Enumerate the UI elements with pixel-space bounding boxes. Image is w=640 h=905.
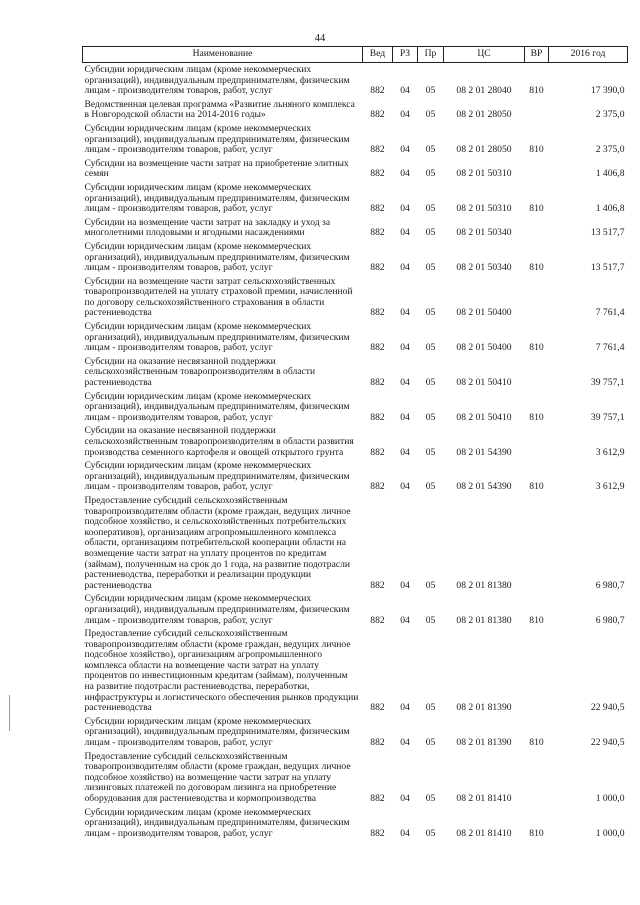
table-row [83,157,628,181]
col-header-year: 2016 год [549,47,628,63]
cell-ved: 882 [370,579,385,591]
cell-vr: 810 [529,262,544,274]
col-header-pr: Пр [418,47,444,63]
col-header-cs: ЦС [444,47,525,63]
cell-cs: 08 2 01 50410 [456,377,512,389]
cell-name: Субсидии на оказание несвязанной поддержки сельскохозяйственным товаропроизводителям в области развития производства семенного картофеля и овощей открытого грунта [84,425,354,458]
cell-pr: 05 [425,702,436,714]
cell-rz: 04 [400,702,410,714]
cell-pr: 05 [425,446,436,458]
cell-amount: 1 000,0 [595,793,625,804]
cell-vr: 810 [529,85,544,97]
cell-vr [525,98,549,122]
cell-vr [525,355,549,390]
cell-pr: 05 [425,737,436,749]
cell-vr: 810 [529,203,544,215]
cell-pr: 05 [425,227,436,239]
cell-rz: 04 [400,168,410,180]
cell-name: Субсидии на оказание несвязанной поддержки сельскохозяйственным товаропроизводителям в области растениеводства [84,355,316,389]
cell-pr: 05 [425,827,436,839]
page-number: 44 [314,33,326,44]
table-row [83,750,628,806]
cell-pr: 05 [425,168,436,180]
cell-rz: 04 [400,793,410,804]
cell-name: Субсидии на возмещение части затрат на приобретение элитных семян [84,157,349,180]
cell-pr: 05 [425,377,436,389]
table-row [83,806,628,841]
cell-pr: 05 [425,203,436,215]
cell-ved: 882 [370,203,385,215]
cell-cs: 08 2 01 50400 [456,307,512,319]
table-row [83,181,628,216]
cell-pr: 05 [425,481,436,493]
cell-cs: 08 2 01 81410 [456,793,512,804]
cell-amount: 2 375,0 [595,144,625,156]
cell-cs: 08 2 01 81380 [456,579,512,591]
cell-cs: 08 2 01 28040 [456,85,512,97]
cell-pr: 05 [425,307,436,319]
cell-name: Предоставление субсидий сельскохозяйственным товаропроизводителям области (кроме граждан, ведущих личное подсобное хозяйство, и сельскохозяйственных потребительских кооперативов), организациям агропромышленного комплекса области, организациям потребительской кооперации области на возмещение части затрат на уплату процентов по кредитам (займам), полученным на срок до 1 года, на развитие подотрасли растениеводства, переработки и реализации продукции растениеводства [84,494,351,591]
cell-amount: 13 517,7 [590,227,625,239]
cell-ved: 882 [370,411,385,423]
cell-pr: 05 [425,144,436,156]
table-row [83,240,628,275]
cell-rz: 04 [400,411,410,423]
cell-amount: 39 757,1 [590,411,625,423]
cell-amount: 39 757,1 [590,377,625,389]
cell-name: Субсидии юридическим лицам (кроме некоммерческих организаций), индивидуальным предпринимателям, физическим лицам - производителям товаров, работ, услуг [84,240,350,274]
cell-ved: 882 [370,793,385,804]
cell-amount: 1 406,8 [595,168,625,180]
cell-name: Субсидии юридическим лицам (кроме некоммерческих организаций), индивидуальным предпринимателям, физическим лицам - производителям товаров, работ, услуг [84,122,350,156]
cell-ved: 882 [370,144,385,156]
cell-amount: 6 980,7 [595,614,625,626]
cell-vr: 810 [529,481,544,493]
cell-cs: 08 2 01 28050 [456,144,512,156]
cell-name: Субсидии юридическим лицам (кроме некоммерческих организаций), индивидуальным предпринимателям, физическим лицам - производителям товаров, работ, услуг [84,593,350,626]
cell-rz: 04 [400,203,410,215]
col-header-name: Наименование [83,47,363,63]
cell-cs: 08 2 01 81380 [456,614,512,626]
cell-ved: 882 [370,85,385,97]
cell-pr: 05 [425,109,436,121]
cell-name: Субсидии на возмещение части затрат сельскохозяйственных товаропроизводителей на уплату страховой премии, начисленной по договору сельскохозяйственного страхования в области растениеводства [84,275,353,319]
cell-rz: 04 [400,481,410,493]
cell-cs: 08 2 01 54390 [456,481,512,493]
cell-pr: 05 [425,85,436,97]
cell-pr: 05 [425,793,436,804]
col-header-vr: ВР [525,47,549,63]
cell-cs: 08 2 01 81390 [456,737,512,749]
cell-amount: 6 980,7 [595,579,625,591]
cell-rz: 04 [400,307,410,319]
cell-rz: 04 [400,85,410,97]
cell-vr [525,157,549,181]
cell-rz: 04 [400,377,410,389]
cell-cs: 08 2 01 50310 [456,203,512,215]
cell-vr [525,216,549,240]
col-header-ved: Вед [363,47,393,63]
table-row [83,627,628,715]
table-row [83,320,628,355]
cell-pr: 05 [425,614,436,626]
table-row [83,592,628,627]
cell-vr [525,424,549,459]
cell-pr: 05 [425,342,436,354]
cell-vr: 810 [529,827,544,839]
cell-rz: 04 [400,109,410,121]
cell-pr: 05 [425,411,436,423]
cell-cs: 08 2 01 50400 [456,342,512,354]
cell-rz: 04 [400,446,410,458]
cell-ved: 882 [370,307,385,319]
cell-cs: 08 2 01 28050 [456,109,512,121]
cell-vr [525,275,549,320]
cell-ved: 882 [370,446,385,458]
table-body [83,63,628,841]
table-row [83,715,628,750]
cell-cs: 08 2 01 50410 [456,411,512,423]
cell-ved: 882 [370,342,385,354]
cell-rz: 04 [400,614,410,626]
cell-amount: 3 612,9 [595,481,625,493]
cell-name: Субсидии юридическим лицам (кроме некоммерческих организаций), индивидуальным предпринимателям, физическим лицам - производителям товаров, работ, услуг [84,390,350,423]
cell-vr: 810 [529,411,544,423]
cell-vr: 810 [529,144,544,156]
budget-table [82,46,628,840]
cell-name: Субсидии на возмещение части затрат на закладку и уход за многолетними плодовыми и ягодными насаждениями [84,216,331,239]
cell-rz: 04 [400,342,410,354]
cell-ved: 882 [370,481,385,493]
cell-amount: 13 517,7 [590,262,625,274]
cell-amount: 1 000,0 [595,827,625,839]
table-row [83,98,628,122]
cell-name: Субсидии юридическим лицам (кроме некоммерческих организаций), индивидуальным предпринимателям, физическим лицам - производителям товаров, работ, услуг [84,321,350,354]
cell-rz: 04 [400,827,410,839]
cell-cs: 08 2 01 50310 [456,168,512,180]
cell-ved: 882 [370,827,385,839]
cell-amount: 22 940,5 [590,737,625,749]
cell-cs: 08 2 01 50340 [456,262,512,274]
table-header-row [83,47,628,63]
table-row [83,63,628,98]
col-header-rz: РЗ [393,47,418,63]
cell-amount: 7 761,4 [595,307,625,319]
cell-ved: 882 [370,109,385,121]
table-row [83,216,628,240]
cell-amount: 7 761,4 [595,342,625,354]
cell-name: Субсидии юридическим лицам (кроме некоммерческих организаций), индивидуальным предпринимателям, физическим лицам - производителям товаров, работ, услуг [84,460,350,493]
cell-rz: 04 [400,579,410,591]
cell-cs: 08 2 01 50340 [456,227,512,239]
cell-vr: 810 [529,614,544,626]
cell-name: Предоставление субсидий сельскохозяйственным товаропроизводителям области (кроме граждан, ведущих личное подсобное хозяйство), организациям агропромышленного комплекса области на возмещение части затрат на уплату процентов по инвестиционным кредитам (займам), полученным на развитие подотрасли растениеводства, переработки, инфраструктуры и логистического обеспечения рынков продукции растениеводства [84,628,359,714]
table-row [83,424,628,459]
cell-ved: 882 [370,702,385,714]
cell-amount: 22 940,5 [590,702,625,714]
cell-cs: 08 2 01 81410 [456,827,512,839]
cell-pr: 05 [425,579,436,591]
margin-mark [9,695,10,731]
cell-ved: 882 [370,262,385,274]
cell-name: Субсидии юридическим лицам (кроме некоммерческих организаций), индивидуальным предпринимателям, физическим лицам - производителям товаров, работ, услуг [84,181,350,215]
table-row [83,355,628,390]
cell-ved: 882 [370,737,385,749]
cell-amount: 1 406,8 [595,203,625,215]
cell-pr: 05 [425,262,436,274]
cell-ved: 882 [370,227,385,239]
cell-vr: 810 [529,737,544,749]
table-row [83,390,628,425]
cell-cs: 08 2 01 54390 [456,446,512,458]
table-row [83,122,628,157]
cell-vr: 810 [529,342,544,354]
cell-name: Субсидии юридическим лицам (кроме некоммерческих организаций), индивидуальным предпринимателям, физическим лицам - производителям товаров, работ, услуг [84,806,350,839]
cell-cs: 08 2 01 81390 [456,702,512,714]
cell-vr [525,627,549,715]
cell-ved: 882 [370,614,385,626]
cell-rz: 04 [400,737,410,749]
cell-rz: 04 [400,144,410,156]
cell-name: Ведомственная целевая программа «Развитие льняного комплекса в Новгородской области на 2014-2016 годы» [84,98,355,121]
cell-name: Субсидии юридическим лицам (кроме некоммерческих организаций), индивидуальным предпринимателям, физическим лицам - производителям товаров, работ, услуг [84,64,350,97]
cell-vr [525,494,549,592]
cell-ved: 882 [370,377,385,389]
cell-amount: 17 390,0 [590,85,625,97]
cell-rz: 04 [400,227,410,239]
cell-amount: 2 375,0 [595,109,625,121]
table-row [83,494,628,592]
cell-vr [525,750,549,806]
cell-ved: 882 [370,168,385,180]
cell-amount: 3 612,9 [595,446,625,458]
cell-name: Предоставление субсидий сельскохозяйственным товаропроизводителям области (кроме граждан, ведущих личное подсобное хозяйство) на возмещение части затрат на уплату лизинговых платежей по договорам лизинга на приобретение оборудования для растениеводства и кормопроизводства [84,750,351,804]
cell-name: Субсидии юридическим лицам (кроме некоммерческих организаций), индивидуальным предпринимателям, физическим лицам - производителям товаров, работ, услуг [84,715,350,749]
table-row [83,459,628,494]
cell-rz: 04 [400,262,410,274]
table-row [83,275,628,320]
